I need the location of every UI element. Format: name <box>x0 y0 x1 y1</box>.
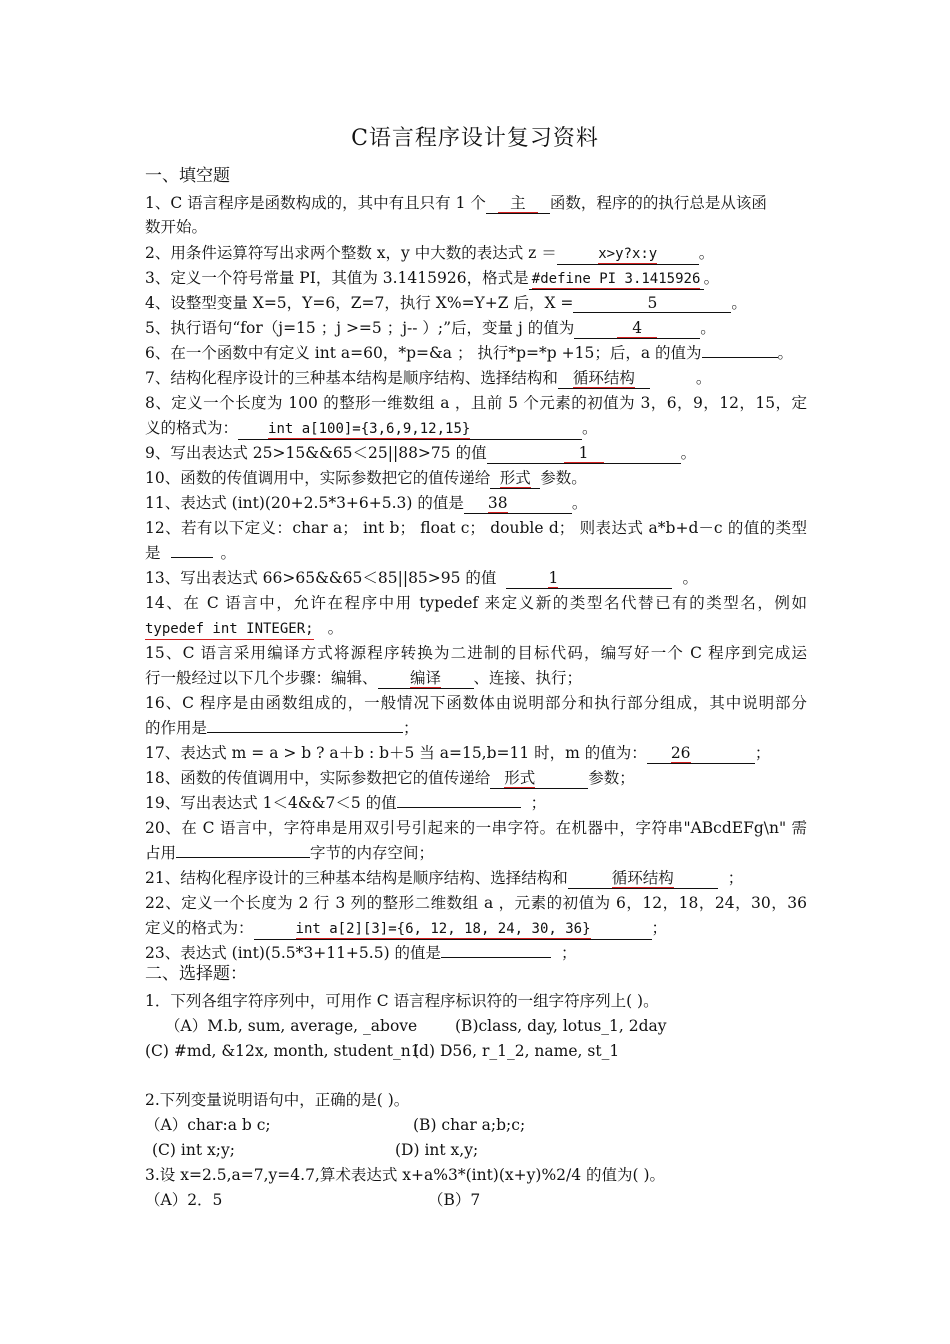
choice-question-1: 1．下列各组字符序列中，可用作 C 语言程序标识符的一组字符序列上( )。 <box>145 992 659 1010</box>
answer-5: 4 <box>617 319 657 338</box>
section-heading-fill-in: 一、填空题 <box>145 166 230 186</box>
option-3b: （B）7 <box>428 1191 481 1209</box>
question-22-cont: 定义的格式为： int a[2][3]={6, 12, 18, 24, 30, 36} ； <box>145 918 667 940</box>
blank-16 <box>207 732 403 733</box>
answer-3: #define PI 3.1415926 <box>531 271 701 287</box>
answer-13: 1 <box>548 569 559 587</box>
choice-question-3: 3.设 x=2.5,a=7,y=4.7,算术表达式 x+a%3*(int)(x+y)%2/4 的值为( )。 <box>145 1166 666 1184</box>
answer-18: 形式 <box>504 769 536 787</box>
blank-12 <box>171 557 213 558</box>
question-13: 13、写出表达式 66>65&&65＜85||85>95 的值 1 。 <box>145 569 698 587</box>
question-22: 22、定义一个长度为 2 行 3 列的整形二维数组 a ，元素的初值为 6，12，18，24，30，36 <box>145 894 807 912</box>
question-16: 16、C 程序是由函数组成的，一般情况下函数体由说明部分和执行部分组成，其中说明部分 <box>145 694 807 712</box>
option-2b: (B) char a;b;c; <box>413 1116 526 1134</box>
question-18: 18、函数的传值调用中，实际参数把它的值传递给 形式 参数； <box>145 769 635 787</box>
document-title: C语言程序设计复习资料 <box>351 126 599 151</box>
answer-9: 1 <box>564 444 604 463</box>
question-8-cont: 义的格式为： int a[100]={3,6,9,12,15} 。 <box>145 418 598 440</box>
answer-1: 主 <box>498 194 538 213</box>
answer-17: 26 <box>670 744 691 762</box>
blank-19 <box>397 807 521 808</box>
option-2a: （A）char:a b c; <box>145 1116 271 1134</box>
question-2: 2、用条件运算符写出求两个整数 x，y 中大数的表达式 z ＝ x>y?x:y 。 <box>145 243 714 265</box>
question-16-cont: 的作用是 ； <box>145 719 419 737</box>
question-10: 10、函数的传值调用中，实际参数把它的值传递给 形式 参数。 <box>145 469 587 487</box>
question-12: 12、若有以下定义：char a； int b； float c； double d； 则表达式 a*b+d－c 的值的类型 <box>145 519 807 537</box>
question-17: 17、表达式 m = a > b ? a＋b : b＋5 当 a=15,b=11 时，m 的值为： 26 ； <box>145 744 771 762</box>
answer-2: x>y?x:y <box>598 246 658 262</box>
question-3: 3、定义一个符号常量 PI，其值为 3.1415926，格式是 #define PI 3.1415926 。 <box>145 268 719 290</box>
question-14-cont: typedef int INTEGER; 。 <box>145 618 343 640</box>
answer-7: 循环结构 <box>572 369 635 387</box>
answer-22: int a[2][3]={6, 12, 18, 24, 30, 36} <box>295 921 591 937</box>
answer-11: 38 <box>487 494 508 512</box>
question-4: 4、设整型变量 X=5，Y=6，Z=7，执行 X%=Y+Z 后，X = 5 。 <box>145 294 747 312</box>
question-21: 21、结构化程序设计的三种基本结构是顺序结构、选择结构和 循环结构 ； <box>145 869 744 887</box>
option-1c: (C) #md, &12x, month, student_n1 <box>145 1042 421 1060</box>
option-1d: (d) D56, r_1_2, name, st_1 <box>413 1042 620 1060</box>
blank-20 <box>176 857 310 858</box>
question-15-cont: 行一般经过以下几个步骤：编辑、 编译 、连接、执行； <box>145 669 583 687</box>
question-15: 15、C 语言采用编译方式将源程序转换为二进制的目标代码，编写好一个 C 程序到完成运 <box>145 644 807 662</box>
question-19: 19、写出表达式 1＜4&&7＜5 的值 ； <box>145 794 547 812</box>
question-6: 6、在一个函数中有定义 int a=60，*p=&a ； 执行*p=*p +15；后，a 的值为 。 <box>145 344 794 362</box>
option-1b: (B)class, day, lotus_1, 2day <box>455 1017 667 1035</box>
answer-10: 形式 <box>499 469 531 487</box>
option-3a: （A）2．5 <box>145 1191 223 1209</box>
section-heading-choice: 二、选择题： <box>145 964 247 984</box>
answer-21: 循环结构 <box>611 869 674 887</box>
question-12-cont: 是 。 <box>145 544 237 562</box>
question-20-cont: 占用 字节的内存空间； <box>145 844 435 862</box>
question-1-cont: 数开始。 <box>145 218 208 236</box>
option-1a: （A）M.b, sum, average, _above <box>165 1017 418 1035</box>
question-5: 5、执行语句“for（j=15 ；j >=5 ；j-- ）;”后，变量 j 的值为 4 。 <box>145 319 716 337</box>
answer-14: typedef int INTEGER; <box>145 619 314 640</box>
question-20: 20、在 C 语言中，字符串是用双引号引起来的一串字符。在机器中，字符串"ABcdEFg\n" 需 <box>145 819 807 837</box>
option-2c: (C) int x;y; <box>152 1141 235 1159</box>
blank-6 <box>702 357 778 358</box>
question-9: 9、写出表达式 25>15&&65＜25||88>75 的值 1 。 <box>145 444 697 462</box>
question-11: 11、表达式 (int)(20+2.5*3+6+5.3) 的值是 38 。 <box>145 494 588 512</box>
question-23: 23、表达式 (int)(5.5*3+11+5.5) 的值是 ； <box>145 944 577 962</box>
answer-4: 5 <box>647 294 658 312</box>
question-7: 7、结构化程序设计的三种基本结构是顺序结构、选择结构和 循环结构 。 <box>145 369 712 387</box>
blank-23 <box>441 957 551 958</box>
choice-question-2: 2.下列变量说明语句中，正确的是( )。 <box>145 1091 410 1109</box>
answer-8: int a[100]={3,6,9,12,15} <box>268 421 471 437</box>
question-14: 14、在 C 语言中，允许在程序中用 typedef 来定义新的类型名代替已有的类型名，例如 <box>145 594 807 612</box>
question-1: 1、C 语言程序是函数构成的，其中有且只有 1 个 主 函数，程序的的执行总是从该函 <box>145 194 767 212</box>
answer-15: 编译 <box>410 669 442 687</box>
option-2d: (D) int x,y; <box>395 1141 479 1159</box>
question-8: 8、定义一个长度为 100 的整形一维数组 a ，且前 5 个元素的初值为 3，6，9，12，15，定 <box>145 394 807 412</box>
